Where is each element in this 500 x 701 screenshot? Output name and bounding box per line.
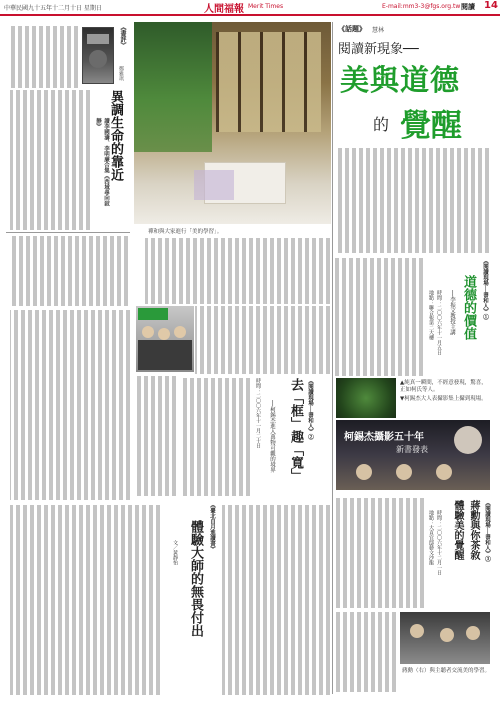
bottom-text-right (222, 505, 330, 695)
bottom-title: 體驗大師的無畏付出 (188, 520, 203, 637)
event2-title-1: 去「框」 (288, 378, 303, 430)
feature-kicker: 閱讀新現象── (338, 42, 419, 57)
feature-body-lower (195, 306, 330, 374)
review-subtitle: 讀李國濤、李明廉合集《西域尋向寂靜》 (95, 118, 109, 206)
review-body-1 (10, 90, 90, 230)
event1-body (335, 258, 423, 376)
feature-author: 慧林 (372, 27, 385, 34)
review-author: 鄭雅琪 (118, 66, 124, 81)
event2-body (180, 378, 250, 496)
event1-tag: 《閱讀現場──書和人》① (482, 258, 488, 320)
event3-time: 時間：二〇〇六年十二月一日 (436, 510, 442, 575)
event2-photo (336, 420, 490, 490)
feature-photo-caption: 禪和與大家進行「美的學習」。 (148, 229, 223, 235)
feature-body-mid (145, 238, 330, 304)
review-body-2 (10, 236, 128, 306)
feature-photo (134, 22, 331, 224)
event1-time: 時間：二〇〇六年十一月五日 (436, 290, 442, 355)
feature-headline-big: 覺醒 (400, 108, 462, 144)
event3-title-1: 蔣勳與你茶敘 (468, 500, 479, 560)
event3-tag: 《閱讀現場──書和人》③ (484, 500, 490, 562)
event2-caption-2: ▼柯錫杰大人表攝影集上攝到現場。 (400, 396, 487, 402)
event2-title-2: 趣「寬」 (288, 430, 303, 482)
feature-headline: 美與道德 (340, 63, 461, 97)
section-name: 閱讀 (461, 3, 475, 11)
event2-tag: 《閱讀現場──書和人》② (307, 378, 313, 440)
issue-date: 中華民國九十五年十二月十日 星期日 (4, 5, 102, 12)
review-title: 異調生命的靠近 (108, 90, 123, 181)
event3-title-2: 體驗美的覺醒 (452, 500, 463, 560)
middle-text (10, 310, 130, 500)
newspaper-brand: 人間福報 (204, 4, 244, 15)
event3-photo (400, 612, 490, 664)
event1-place: 地點：聯合報第二大樓 (428, 290, 434, 340)
feature-headline-small: 的 (373, 115, 390, 134)
column-divider (332, 22, 333, 694)
plant-photo (336, 378, 396, 418)
event3-body (336, 498, 424, 608)
book-cover-image (82, 27, 114, 84)
contact-email[interactable]: E-mail:mm3-3@fgs.org.tw (382, 3, 461, 10)
event2-photo-subtitle: 新書發表 (396, 445, 428, 454)
divider (6, 232, 130, 233)
review-text-top (10, 26, 78, 88)
review-tag: 《書評》 (119, 24, 126, 48)
event2-subtitle: ──柯錫杰進入萬物可觀的境界 (269, 400, 275, 473)
bottom-tag: 《臺北自月進讀書》 (209, 502, 215, 552)
event3-caption: 蔣勳（右）與主聽者交流美的學習。 (402, 668, 491, 674)
event2-body-2 (136, 376, 176, 496)
event3-body-2 (336, 612, 396, 692)
feature-body-right (337, 148, 489, 253)
feature-tag: 《話題》 (338, 24, 366, 33)
event1-subtitle: ──李振文教授主講 (449, 290, 455, 336)
bottom-text-left (10, 505, 160, 695)
event1-photo (136, 306, 194, 372)
event1-title: 道德的價值 (461, 275, 476, 340)
page-header (0, 0, 500, 16)
event2-time: 時間：二〇〇六年十一月二十日 (255, 378, 261, 448)
page-number: 14 (484, 0, 498, 11)
bottom-author: 文／黃靜怡 (172, 540, 178, 565)
event3-place: 地點：大直官邸藝文沙龍 (428, 510, 434, 565)
newspaper-subtitle: Merit Times (248, 3, 284, 10)
event2-photo-title: 柯錫杰攝影五十年 (344, 432, 424, 443)
event2-caption-1: ▲純真一瞬間，不經意發現，驚喜，正如柯氏等人。 (400, 380, 487, 393)
